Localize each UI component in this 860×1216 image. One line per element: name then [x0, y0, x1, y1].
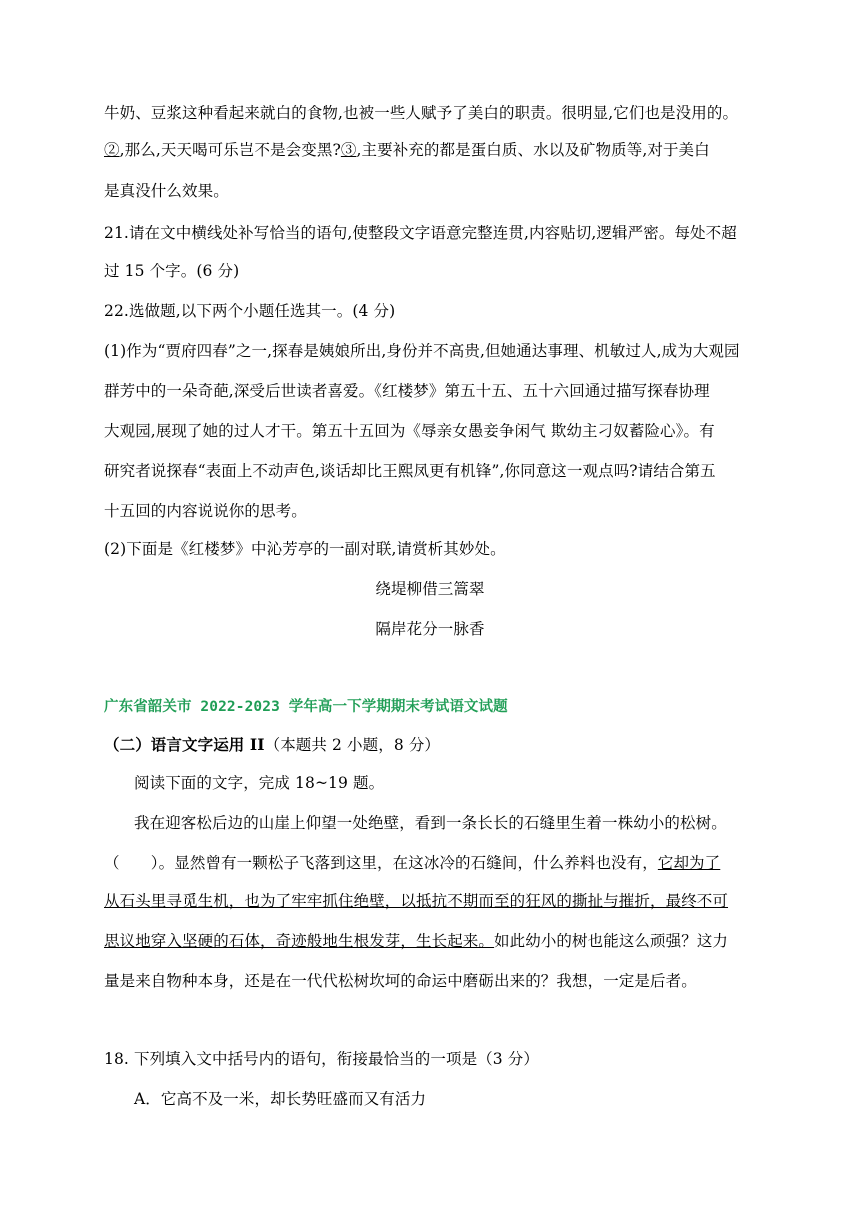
passage-line-2-rest: ,主要补充的都是蛋白质、水以及矿物质等,对于美白	[356, 141, 710, 159]
blank-3: ③	[340, 141, 357, 159]
option-a: A．它高不及一米，却长势旺盛而又有活力	[134, 1090, 427, 1108]
question-18: 18. 下列填入文中括号内的语句，衔接最恰当的一项是（3 分）	[104, 1050, 539, 1068]
couplet-line-2: 隔岸花分一脉香	[375, 620, 485, 638]
paragraph-line-1: 我在迎客松后边的山崖上仰望一处绝壁，看到一条长长的石缝里生着一株幼小的松树。	[134, 814, 727, 832]
paragraph-line-4-underlined: 思议地穿入坚硬的石体，奇迹般地生根发芽，生长起来。	[104, 932, 495, 950]
couplet-line-1: 绕堤柳借三篙翠	[375, 580, 485, 598]
source-title: 广东省韶关市 2022-2023 学年高一下学期期末考试语文试题	[104, 699, 508, 715]
section-heading-bold: （二）语言文字运用 II	[104, 735, 265, 754]
q22-p1-line-4: 研究者说探春“表面上不动声色,谈话却比王熙凤更有机锋”,你同意这一观点吗?请结合第五	[104, 462, 716, 480]
q21-line-2: 过 15 个字。(6 分)	[104, 262, 240, 280]
paragraph-line-2	[104, 852, 744, 874]
paragraph-line-4-rest: 如此幼小的树也能这么顽强？这力	[494, 932, 729, 950]
q22-title: 22.选做题,以下两个小题任选其一。(4 分)	[104, 302, 396, 320]
passage-line-2-mid: ,那么,天天喝可乐岂不是会变黑?	[119, 141, 341, 159]
q22-p1-line-3: 大观园,展现了她的过人才干。第五十五回为《辱亲女愚妾争闲气 欺幼主刁奴蓄险心》。有	[104, 422, 715, 440]
paragraph-line-3: 从石头里寻觅生机，也为了牢牢抓住绝壁，以抵抗不期而至的狂风的撕扯与摧折，最终不可	[104, 892, 729, 910]
paragraph-line-2-underlined: 它却为了	[657, 854, 721, 872]
q21-line-1: 21.请在文中横线处补写恰当的语句,使整段文字语意完整连贯,内容贴切,逻辑严密。每处不超	[104, 224, 737, 242]
paragraph-line-4	[104, 930, 744, 952]
q22-p1-line-5: 十五回的内容说说你的思考。	[104, 502, 307, 520]
q22-p1-line-1: (1)作为“贾府四春”之一,探春是姨娘所出,身份并不高贵,但她通达事理、机敏过人,成为大观园	[104, 342, 740, 360]
passage-line-1: 牛奶、豆浆这种看起来就白的食物,也被一些人赋予了美白的职责。很明显,它们也是没用的。	[104, 104, 739, 122]
paragraph-line-2-a: （ ）。显然曾有一颗松子飞落到这里，在这冰冷的石缝间，什么养料也没有，	[104, 854, 658, 872]
passage-line-3: 是真没什么效果。	[104, 182, 229, 200]
reading-instruction: 阅读下面的文字，完成 18~19 题。	[134, 774, 385, 792]
section-heading-rest: （本题共 2 小题，8 分）	[264, 736, 441, 754]
blank-2: ②	[104, 141, 120, 159]
paragraph-line-5: 量是来自物种本身，还是在一代代松树坎坷的命运中磨砺出来的？我想，一定是后者。	[104, 972, 697, 990]
q22-p1-line-2: 群芳中的一朵奇葩,深受后世读者喜爱。《红楼梦》第五十五、五十六回通过描写探春协理	[104, 382, 710, 400]
passage-line-2	[104, 139, 744, 161]
q22-p2-line-1: (2)下面是《红楼梦》中沁芳亭的一副对联,请赏析其妙处。	[104, 540, 506, 558]
section-heading	[104, 734, 744, 756]
